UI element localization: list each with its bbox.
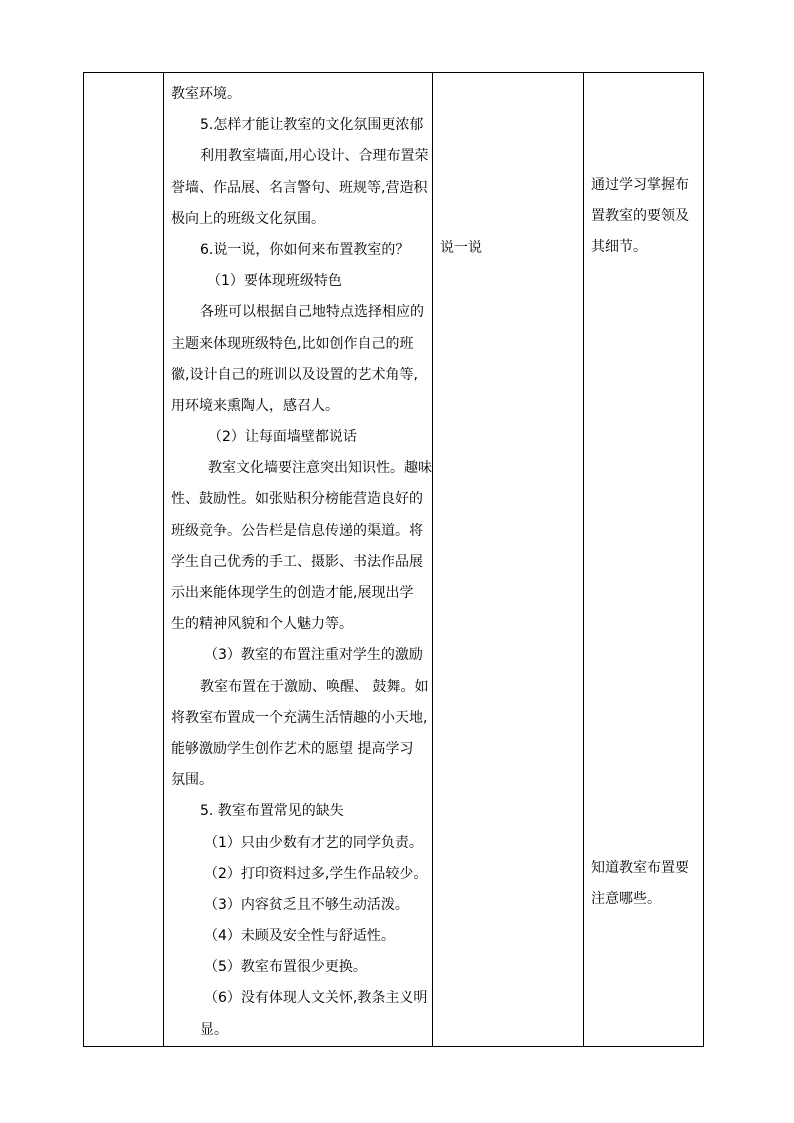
content-line: 生的精神风貌和个人魅力等。	[171, 616, 353, 633]
content-line: 用环境来熏陶人，感召人。	[171, 397, 339, 414]
content-line: 誉墙、作品展、名言警句、班规等,营造积	[171, 179, 428, 196]
design-intent-line: 其细节。	[591, 239, 647, 256]
content-line: 极向上的班级文化氛围。	[171, 210, 325, 227]
design-intent-line: 注意哪些。	[591, 891, 661, 908]
design-intent-line: 通过学习掌握布	[591, 177, 689, 193]
content-line: （1）要体现班级特色	[207, 273, 342, 290]
design-intent-line: 知道教室布置要	[591, 860, 689, 876]
content-line: 主题来体现班级特色,比如创作自己的班	[171, 335, 414, 352]
stage-cell	[84, 73, 164, 1047]
content-line: 将教室布置成一个充满生活情趣的小天地,	[171, 709, 428, 726]
content-line: 教室环境。	[171, 86, 241, 102]
content-line: 教室文化墙要注意突出知识性。趣味	[208, 460, 432, 477]
content-line: 示出来能体现学生的创造才能,展现出学	[171, 585, 414, 601]
table-row	[84, 73, 704, 1047]
teaching-content-cell	[164, 73, 433, 1047]
content-line: （3）教室的布置注重对学生的激励	[204, 647, 423, 664]
content-line: 各班可以根据自己地特点选择相应的	[200, 304, 424, 321]
content-line: 班级竞争。公告栏是信息传递的渠道。将	[171, 522, 423, 539]
content-line: 氛围。	[171, 772, 213, 789]
student-activity-cell	[433, 73, 584, 1047]
content-line: 5. 教室布置常见的缺失	[200, 803, 344, 820]
student-activity-text: 说一说	[440, 240, 482, 256]
content-line: 5.怎样才能让教室的文化氛围更浓郁	[200, 117, 424, 134]
design-intent-cell	[584, 73, 704, 1047]
content-line: （3）内容贫乏且不够生动活泼。	[204, 896, 409, 913]
content-line: 能够激励学生创作艺术的愿望 提高学习	[171, 740, 414, 757]
content-line: 利用教室墙面,用心设计、合理布置荣	[200, 148, 429, 165]
content-line: （5）教室布置很少更换。	[204, 959, 367, 976]
content-line: 6.说一说，你如何来布置教室的？	[200, 241, 410, 258]
design-intent-block-1	[591, 170, 689, 264]
content-line: 性、鼓励性。如张贴积分榜能营造良好的	[171, 491, 423, 508]
teaching-content	[164, 73, 432, 1046]
content-line: （2）让每面墙壁都说话	[208, 429, 357, 446]
content-line: 徽,设计自己的班训以及设置的艺术角等,	[171, 366, 418, 383]
content-line: （1）只由少数有才艺的同学负责。	[204, 834, 423, 851]
content-line: （4）未顾及安全性与舒适性。	[204, 928, 395, 945]
lesson-plan-table	[83, 72, 704, 1047]
design-intent-line: 置教室的要领及	[591, 208, 689, 225]
content-line: 学生自己优秀的手工、摄影、书法作品展	[171, 553, 423, 570]
content-line: 教室布置在于激励、唤醒、 鼓舞。如	[200, 678, 429, 695]
content-line: （6）没有体现人文关怀,教条主义明	[204, 990, 428, 1007]
content-line: 显。	[200, 1021, 228, 1038]
content-line: （2）打印资料过多,学生作品较少。	[204, 865, 428, 882]
design-intent-block-2	[591, 853, 689, 915]
